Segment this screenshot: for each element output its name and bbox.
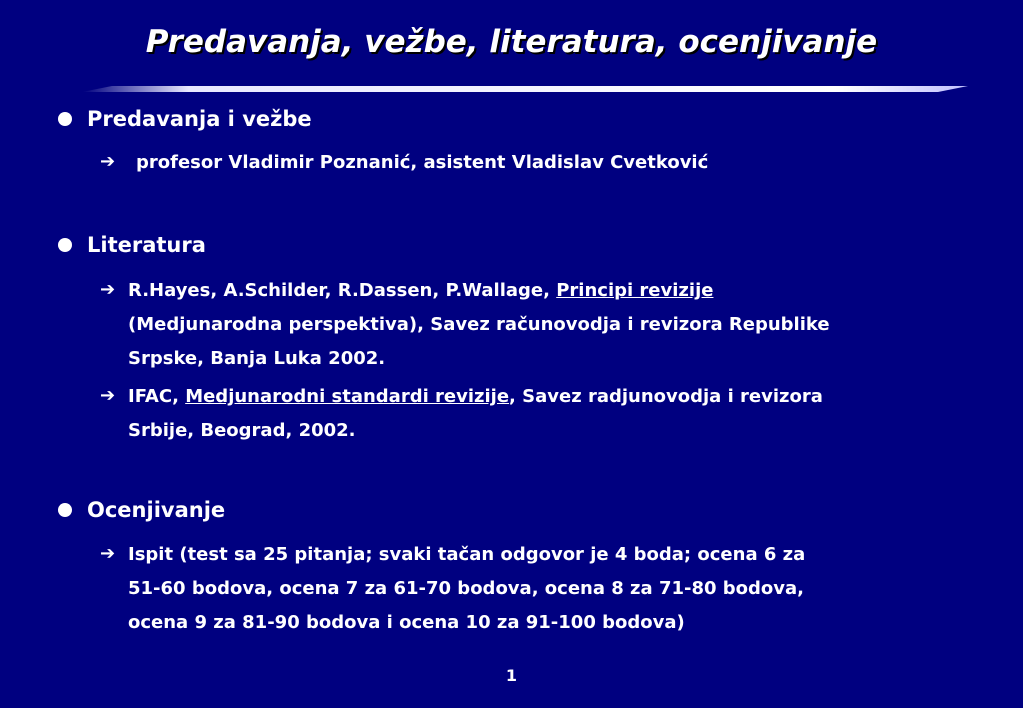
bullet-dot-icon <box>58 112 72 126</box>
arrow-right-icon: ➔ <box>100 151 116 172</box>
literature-item-2 <box>128 380 823 448</box>
literature-item-2-publisher: , Savez radjunovodja i revizora <box>509 386 823 407</box>
literature-item-1-title: Principi revizije <box>556 280 714 301</box>
page-number: 1 <box>505 666 518 685</box>
literature-item-2-title: Medjunarodni standardi revizije <box>185 386 510 407</box>
literature-item-2-author: IFAC, <box>128 386 186 407</box>
bullet-lectures <box>58 107 312 131</box>
slide-title: Predavanja, vežbe, literatura, ocenjivanje <box>145 24 878 60</box>
literature-item-1 <box>128 274 830 376</box>
grading-line-3: ocena 9 za 81-90 bodova i ocena 10 za 91-100 bodova) <box>128 612 685 633</box>
bullet-grading <box>58 498 225 522</box>
arrow-right-icon: ➔ <box>100 279 116 300</box>
heading-grading: Ocenjivanje <box>87 498 226 522</box>
literature-item-1-line2: (Medjunarodna perspektiva), Savez računovodja i revizora Republike <box>128 314 830 335</box>
arrow-right-icon: ➔ <box>100 385 116 406</box>
lectures-staff: profesor Vladimir Poznanić, asistent Vladislav Cvetković <box>136 152 709 173</box>
arrow-right-icon: ➔ <box>100 543 116 564</box>
bullet-dot-icon <box>58 238 72 252</box>
grading-line-1: Ispit (test sa 25 pitanja; svaki tačan odgovor je 4 boda; ocena 6 za <box>128 544 806 565</box>
literature-item-1-line3: Srpske, Banja Luka 2002. <box>128 348 386 369</box>
bullet-literature <box>58 233 206 257</box>
heading-lectures: Predavanja i vežbe <box>87 107 312 131</box>
title-divider <box>82 84 968 94</box>
grading-details <box>128 538 805 640</box>
grading-line-2: 51-60 bodova, ocena 7 za 61-70 bodova, ocena 8 za 71-80 bodova, <box>128 578 805 599</box>
heading-literature: Literatura <box>87 233 206 257</box>
bullet-dot-icon <box>58 503 72 517</box>
literature-item-2-line2: Srbije, Beograd, 2002. <box>128 420 356 441</box>
literature-item-1-authors: R.Hayes, A.Schilder, R.Dassen, P.Wallage, <box>128 280 557 301</box>
